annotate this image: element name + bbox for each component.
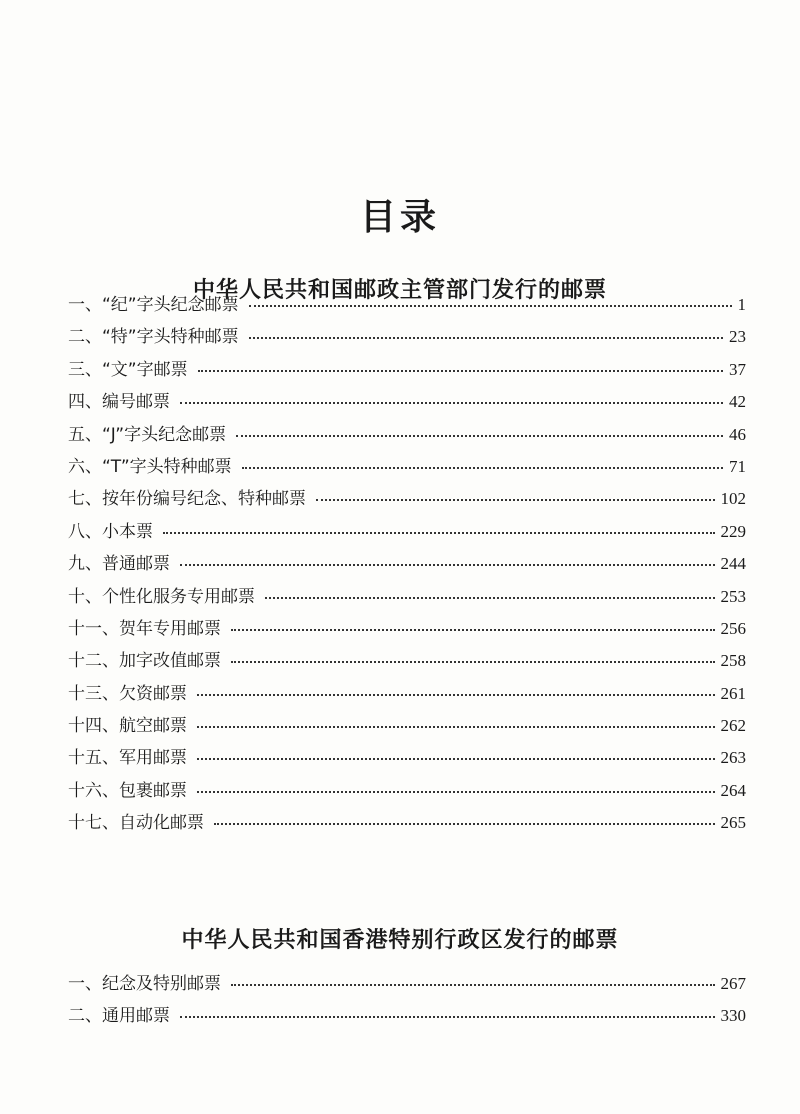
toc-entry[interactable] [68, 585, 746, 617]
toc-entry-page-number: 258 [720, 651, 746, 671]
toc-entry[interactable] [68, 293, 746, 325]
dot-leader [163, 532, 715, 534]
dot-leader [231, 629, 715, 631]
toc-entry-label: 十、个性化服务专用邮票 [68, 586, 255, 607]
toc-entry[interactable] [68, 423, 746, 455]
toc-entry-label: 一、纪念及特别邮票 [68, 974, 221, 994]
dot-leader [249, 305, 732, 307]
toc-entry-page-number: 262 [720, 716, 746, 736]
toc-entry[interactable] [68, 714, 746, 746]
toc-entry[interactable] [68, 390, 746, 422]
dot-leader [236, 435, 723, 437]
toc-entry-page-number: 330 [720, 1006, 746, 1026]
toc-entry-page-number: 264 [720, 780, 746, 800]
dot-leader [316, 499, 715, 501]
toc-entry-page-number: 267 [720, 974, 746, 993]
toc-entry-label: 十一、贺年专用邮票 [68, 618, 221, 639]
dot-leader [197, 791, 715, 793]
dot-leader [197, 758, 715, 760]
toc-entry-label: 二、通用邮票 [68, 1006, 170, 1027]
toc-entry-label: 十五、军用邮票 [68, 748, 187, 769]
toc-entry-label: 十六、包裹邮票 [68, 780, 187, 801]
toc-entry-label: 六、“T”字头特种邮票 [68, 456, 232, 477]
toc-entry[interactable] [68, 746, 746, 778]
toc-entry-label: 一、“纪”字头纪念邮票 [68, 295, 239, 315]
toc-list-hongkong [68, 972, 746, 1037]
toc-entry-label: 十三、欠资邮票 [68, 683, 187, 704]
toc-entry[interactable] [68, 358, 746, 390]
toc-entry[interactable] [68, 325, 746, 357]
section-heading-hongkong: 中华人民共和国香港特别行政区发行的邮票 [181, 927, 619, 954]
toc-entry-page-number: 71 [729, 456, 746, 476]
toc-entry-label: 八、小本票 [68, 521, 153, 542]
toc-entry[interactable] [68, 487, 746, 519]
toc-entry-label: 四、编号邮票 [68, 392, 170, 413]
toc-entry-label: 五、“J”字头纪念邮票 [68, 424, 227, 445]
toc-entry[interactable] [68, 682, 746, 714]
toc-entry-page-number: 265 [720, 813, 746, 833]
toc-entry-label: 三、“文”字邮票 [68, 359, 188, 380]
toc-entry-label: 十二、加字改值邮票 [68, 651, 221, 672]
toc-entry-page-number: 256 [720, 618, 746, 638]
toc-entry[interactable] [68, 649, 746, 681]
toc-entry-page-number: 46 [729, 424, 746, 444]
toc-entry[interactable] [68, 552, 746, 584]
dot-leader [180, 402, 723, 404]
toc-entry[interactable] [68, 1004, 746, 1036]
dot-leader [180, 1016, 715, 1018]
dot-leader [265, 597, 715, 599]
dot-leader [197, 694, 715, 696]
toc-entry-page-number: 42 [729, 392, 746, 412]
toc-entry-page-number: 102 [720, 489, 746, 509]
toc-entry-page-number: 253 [720, 586, 746, 606]
toc-list-mainland [68, 293, 746, 844]
toc-entry[interactable] [68, 520, 746, 552]
toc-entry-page-number: 244 [720, 554, 746, 574]
section-heading-mainland: 中华人民共和国邮政主管部门发行的邮票 [192, 277, 607, 304]
dot-leader [214, 823, 715, 825]
dot-leader [180, 564, 715, 566]
page-title: 目录 [359, 197, 440, 239]
toc-entry-page-number: 1 [737, 295, 746, 314]
dot-leader [197, 726, 715, 728]
toc-entry-label: 二、“特”字头特种邮票 [68, 327, 239, 348]
toc-entry-page-number: 261 [720, 683, 746, 703]
toc-entry-label: 十四、航空邮票 [68, 716, 187, 737]
toc-entry-label: 十七、自动化邮票 [68, 813, 204, 834]
dot-leader [249, 337, 723, 339]
toc-entry-page-number: 229 [720, 521, 746, 541]
toc-entry-page-number: 263 [720, 748, 746, 768]
dot-leader [198, 370, 723, 372]
toc-entry[interactable] [68, 972, 746, 1004]
toc-entry[interactable] [68, 617, 746, 649]
dot-leader [231, 661, 715, 663]
dot-leader [242, 467, 723, 469]
toc-entry-label: 九、普通邮票 [68, 554, 170, 575]
toc-entry[interactable] [68, 455, 746, 487]
toc-entry[interactable] [68, 811, 746, 843]
toc-entry-label: 七、按年份编号纪念、特种邮票 [68, 489, 306, 510]
toc-entry[interactable] [68, 779, 746, 811]
toc-entry-page-number: 23 [729, 327, 746, 347]
dot-leader [231, 984, 715, 986]
toc-entry-page-number: 37 [729, 359, 746, 379]
